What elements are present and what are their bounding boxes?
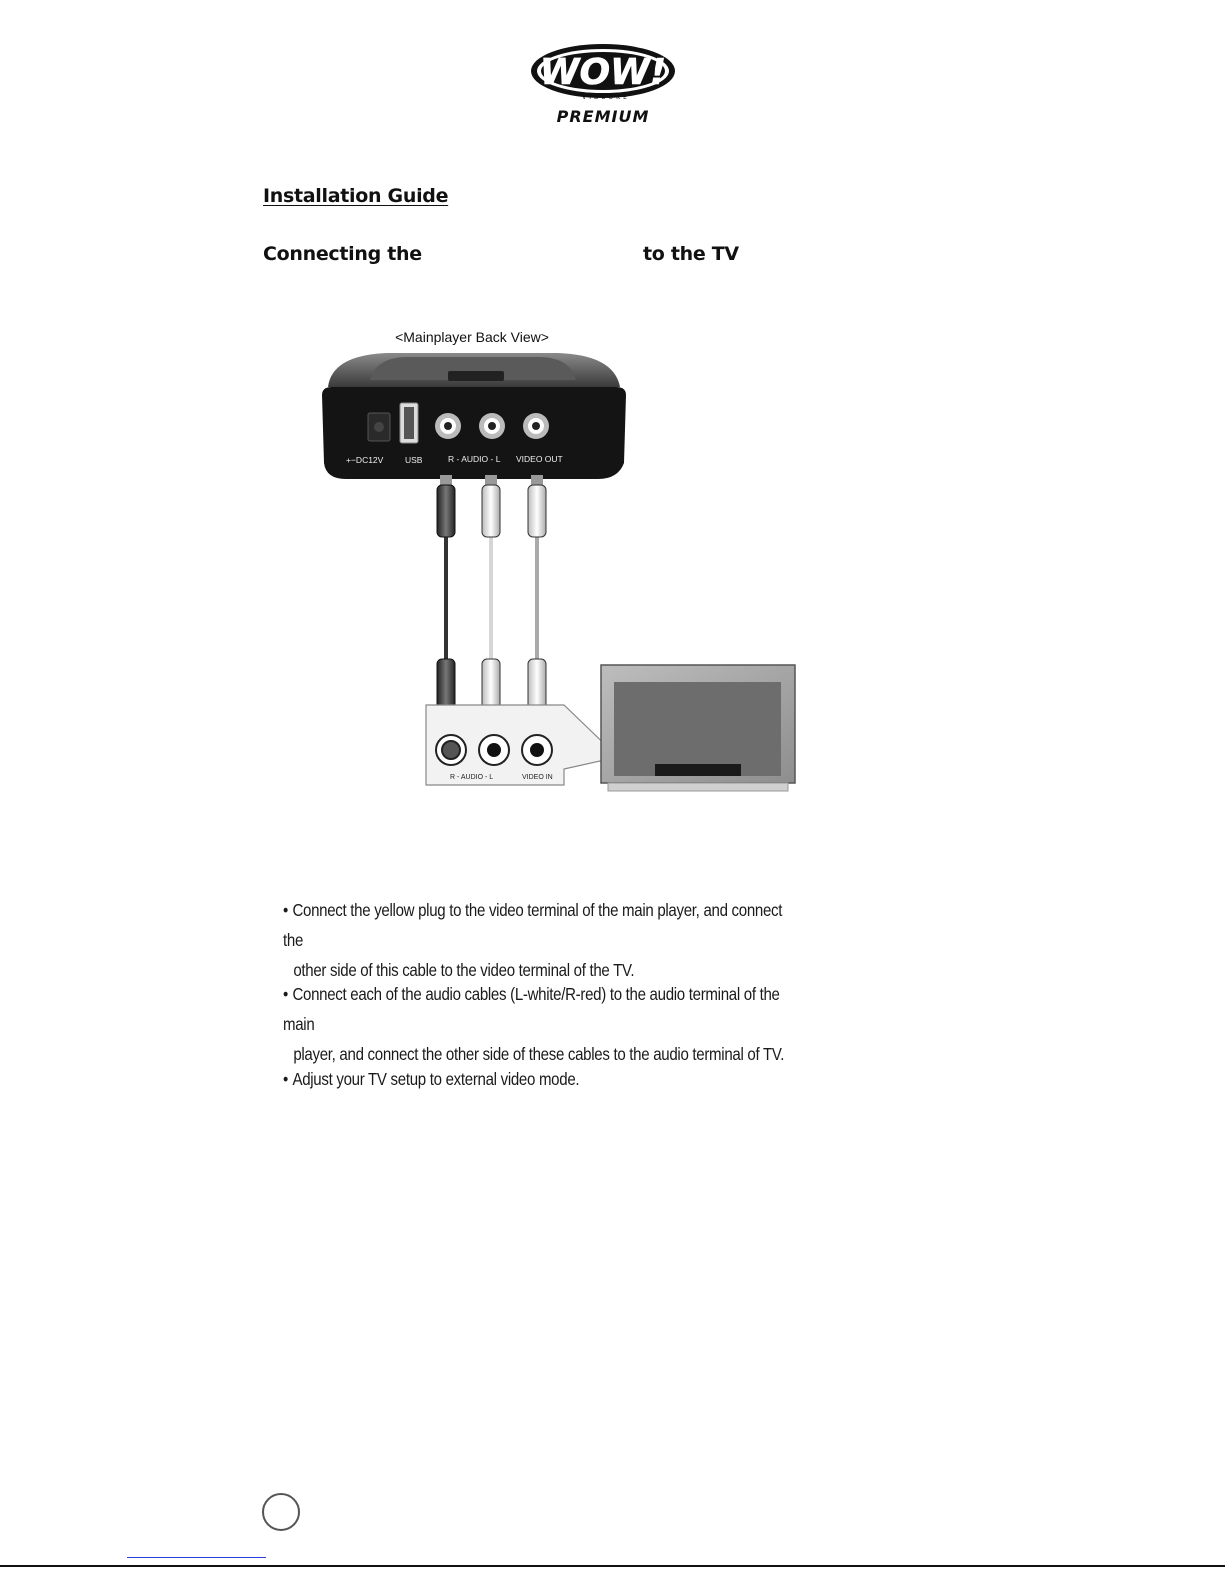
rca-cables: [437, 475, 546, 721]
diagram-caption: <Mainplayer Back View>: [395, 329, 549, 345]
bullet-icon: •: [283, 900, 288, 920]
video-out-label: VIDEO OUT: [516, 454, 563, 464]
logo-tagline-text: PREMIUM: [556, 107, 650, 126]
audio-out-label: R - AUDIO - L: [448, 454, 501, 464]
dc-label: +−DC12V: [346, 455, 384, 465]
tv-audio-in-label: R - AUDIO - L: [450, 774, 494, 781]
instruction-2-line1: Connect each of the audio cables (L-white/R-red) to the audio terminal of the main: [283, 984, 780, 1034]
footer-link-underline[interactable]: [127, 1557, 266, 1558]
page-title: Installation Guide: [263, 185, 449, 207]
instruction-1-line2: other side of this cable to the video terminal of the TV.: [293, 960, 635, 980]
section-heading-left: Connecting the: [263, 243, 422, 265]
logo-sub-text: VIDEOKE: [582, 94, 630, 101]
tv-video-in-label: VIDEO IN: [522, 774, 553, 781]
main-player: [322, 353, 626, 479]
tv-input-panel: [426, 705, 618, 785]
instruction-3-line1: Adjust your TV setup to external video mode.: [292, 1069, 580, 1089]
section-heading-right: to the TV: [643, 243, 739, 265]
instruction-2-line2: player, and connect the other side of these cables to the audio terminal of TV.: [293, 1044, 785, 1064]
logo-brand-text: WOW!: [539, 52, 667, 93]
bullet-icon: •: [283, 984, 288, 1004]
usb-label: USB: [405, 455, 423, 465]
instruction-2: [283, 979, 799, 1069]
connection-diagram: [318, 325, 800, 795]
instruction-1: [283, 895, 799, 985]
instruction-1-line1: Connect the yellow plug to the video terminal of the main player, and connect the: [283, 900, 783, 950]
footer-divider: [0, 1565, 1225, 1567]
bullet-icon: •: [283, 1069, 288, 1089]
instruction-3: [283, 1064, 799, 1094]
page-number-circle-icon: [262, 1493, 300, 1531]
wow-videoke-premium-logo: [528, 38, 682, 126]
tv-illustration: [601, 665, 795, 791]
